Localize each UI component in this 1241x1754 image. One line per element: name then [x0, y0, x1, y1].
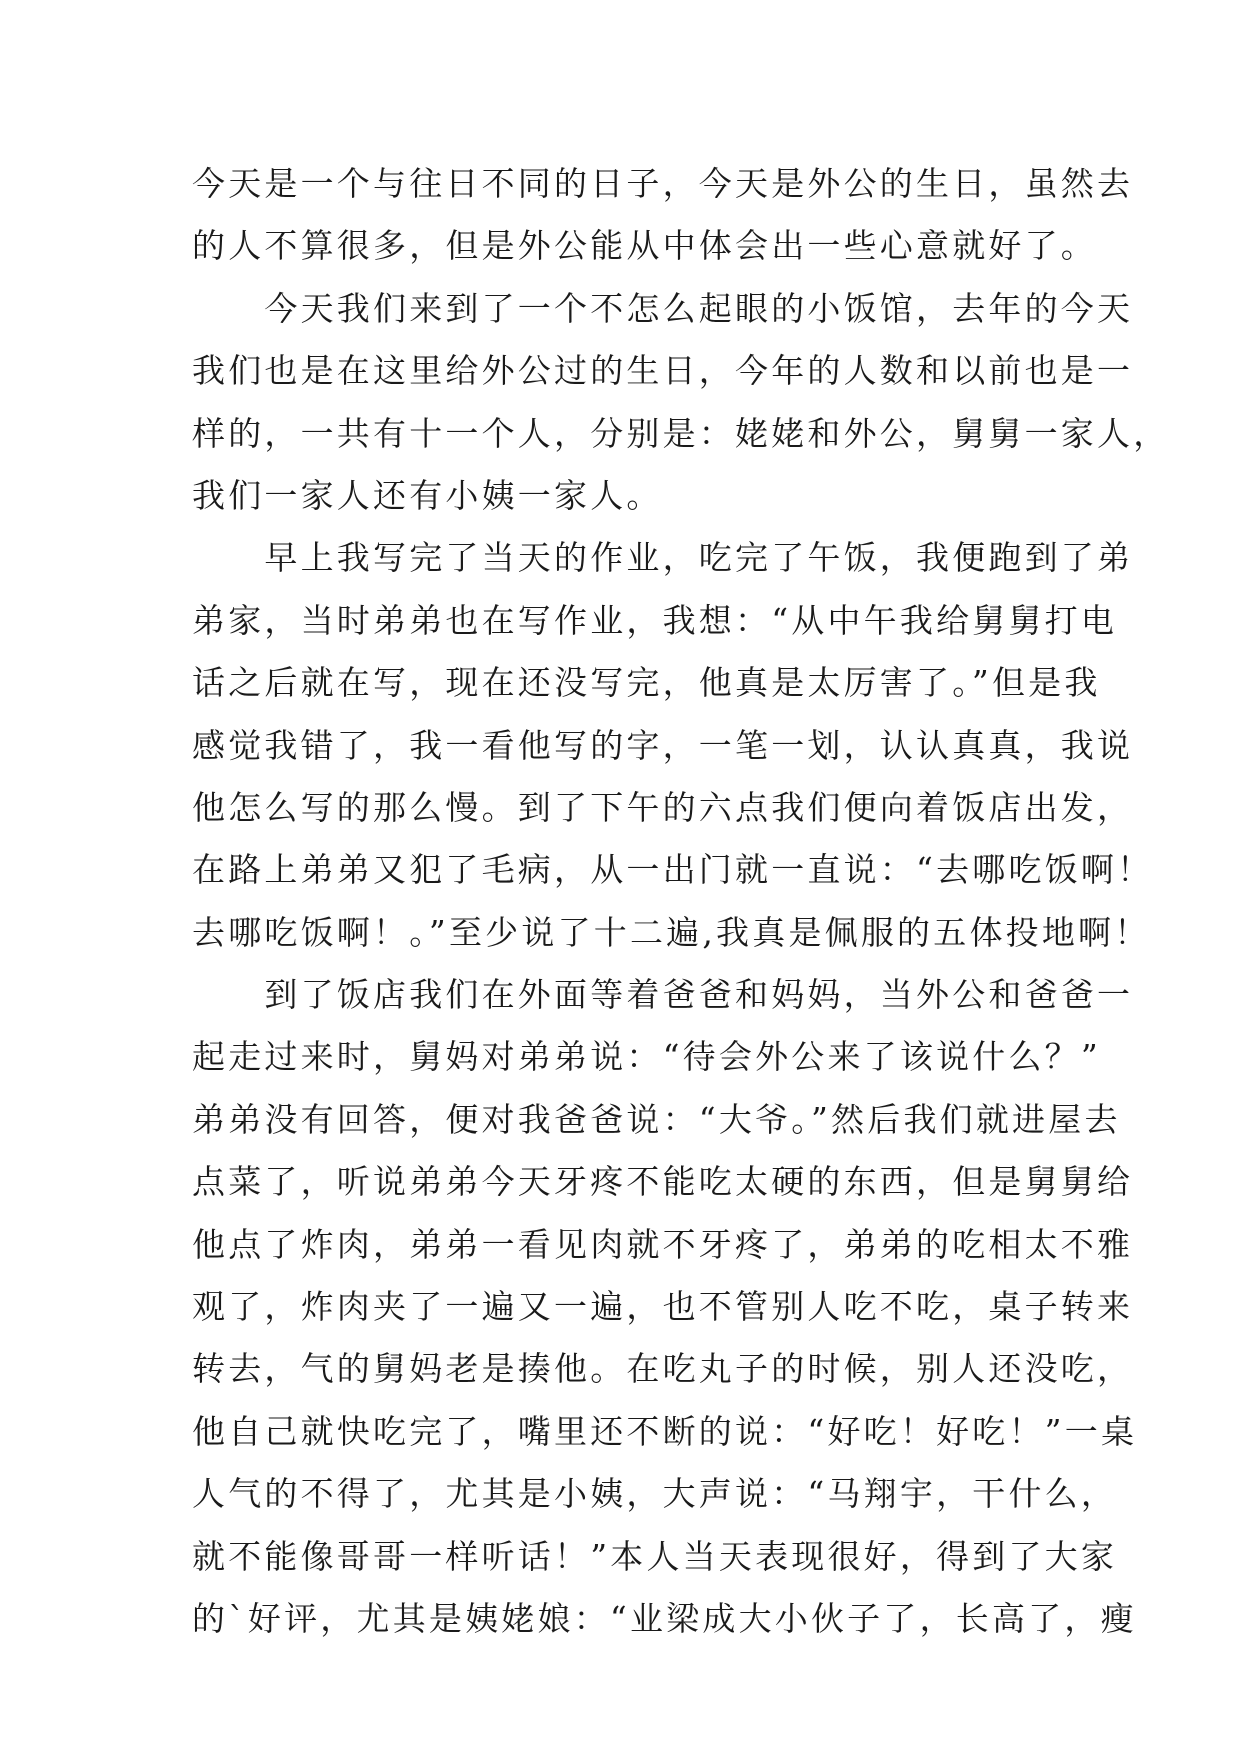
text-line: 弟弟没有回答，便对我爸爸说：“大爷。”然后我们就进屋去 [192, 1099, 1121, 1139]
document-body [192, 153, 1170, 1650]
text-line: 我们一家人还有小姨一家人。 [192, 475, 663, 515]
text-line: 我们也是在这里给外公过的生日，今年的人数和以前也是一 [192, 351, 1134, 391]
text-line: 就不能像哥哥一样听话！”本人当天表现很好，得到了大家 [192, 1536, 1118, 1576]
text-line: 话之后就在写，现在还没写完，他真是太厉害了。”但是我 [192, 663, 1101, 703]
text-line: 点菜了，听说弟弟今天牙疼不能吃太硬的东西，但是舅舅给 [192, 1162, 1134, 1202]
text-line: 观了，炸肉夹了一遍又一遍，也不管别人吃不吃，桌子转来 [192, 1287, 1134, 1327]
text-line: 的人不算很多，但是外公能从中体会出一些心意就好了。 [192, 226, 1097, 266]
text-line: 到了饭店我们在外面等着爸爸和妈妈，当外公和爸爸一 [192, 975, 1134, 1015]
text-line: 今天我们来到了一个不怎么起眼的小饭馆，去年的今天 [192, 288, 1134, 328]
text-line: 今天是一个与往日不同的日子，今天是外公的生日，虽然去 [192, 164, 1134, 203]
text-line: 弟家，当时弟弟也在写作业，我想：“从中午我给舅舅打电 [192, 600, 1118, 640]
text-line: 转去，气的舅妈老是揍他。在吃丸子的时候，别人还没吃， [192, 1349, 1134, 1389]
text-line: 样的，一共有十一个人，分别是：姥姥和外公，舅舅一家人， [192, 413, 1170, 453]
text-line: 起走过来时，舅妈对弟弟说：“待会外公来了该说什么？” [192, 1037, 1101, 1077]
text-line: 去哪吃饭啊！。”至少说了十二遍,我真是佩服的五体投地啊！ [192, 912, 1151, 952]
text-line: 早上我写完了当天的作业，吃完了午饭，我便跑到了弟 [192, 538, 1134, 578]
text-line: 他自己就快吃完了，嘴里还不断的说：“好吃！好吃！”一桌 [192, 1411, 1138, 1451]
text-line: 的`好评，尤其是姨姥娘：“业梁成大小伙子了，长高了，瘦 [192, 1598, 1137, 1638]
text-line: 他怎么写的那么慢。到了下午的六点我们便向着饭店出发， [192, 787, 1134, 827]
text-line: 在路上弟弟又犯了毛病，从一出门就一直说：“去哪吃饭啊！ [192, 850, 1154, 890]
text-line: 感觉我错了，我一看他写的字，一笔一划，认认真真，我说 [192, 725, 1134, 765]
text-line: 人气的不得了，尤其是小姨，大声说：“马翔宇，干什么， [192, 1474, 1118, 1514]
text-line: 他点了炸肉，弟弟一看见肉就不牙疼了，弟弟的吃相太不雅 [192, 1224, 1134, 1264]
